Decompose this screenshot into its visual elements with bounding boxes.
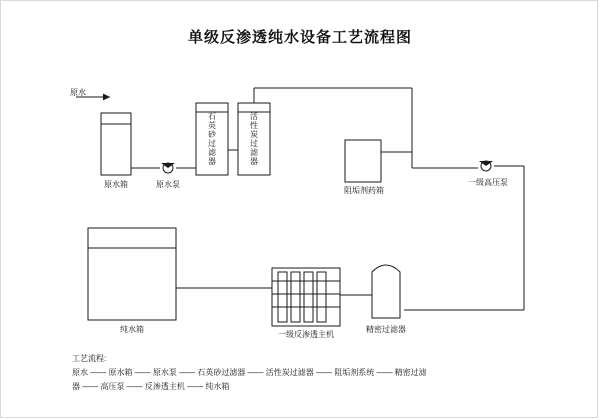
page-title: 单级反渗透纯水设备工艺流程图 bbox=[187, 29, 412, 46]
ro-membrane-1 bbox=[278, 272, 287, 322]
dosing-tank-label: 阻垢剂药箱 bbox=[344, 186, 384, 195]
raw-water-pump-label: 原水泵 bbox=[156, 180, 180, 189]
high-pressure-pump-label: 一级高压泵 bbox=[468, 178, 508, 187]
quartz-filter-inner-label: 石英砂过滤器 bbox=[208, 112, 216, 166]
dosing-tank-shape bbox=[345, 140, 381, 182]
pure-water-tank-label: 纯水箱 bbox=[120, 325, 144, 334]
ro-membrane-4 bbox=[317, 272, 326, 322]
precision-filter-shape bbox=[372, 265, 400, 318]
raw-water-tank-label: 原水箱 bbox=[104, 180, 128, 189]
pure-water-tank-shape bbox=[88, 228, 176, 320]
precision-filter-label: 精密过滤器 bbox=[366, 325, 406, 334]
inlet-arrow-icon bbox=[103, 94, 110, 101]
process-flow-line-1: 原水 —— 原水箱 —— 原水泵 —— 石英砂过滤器 —— 活性炭过滤器 —— 阻垢剂系统 —— 精密过滤 bbox=[72, 368, 427, 377]
carbon-filter-inner-label: 活性炭过滤器 bbox=[250, 112, 258, 166]
ro-unit-frame bbox=[272, 268, 340, 326]
process-flow-line-2: 器 —— 高压泵 —— 反渗透主机 —— 纯水箱 bbox=[72, 382, 230, 391]
ro-unit-label: 一级反渗透主机 bbox=[278, 330, 334, 339]
ro-membrane-2 bbox=[291, 272, 300, 322]
raw-water-tank-shape bbox=[101, 113, 131, 175]
ro-membrane-3 bbox=[304, 272, 313, 322]
process-flow-text bbox=[72, 352, 542, 394]
process-flow-heading: 工艺流程: bbox=[72, 354, 107, 363]
raw-water-inlet-label: 原水 bbox=[70, 88, 86, 97]
